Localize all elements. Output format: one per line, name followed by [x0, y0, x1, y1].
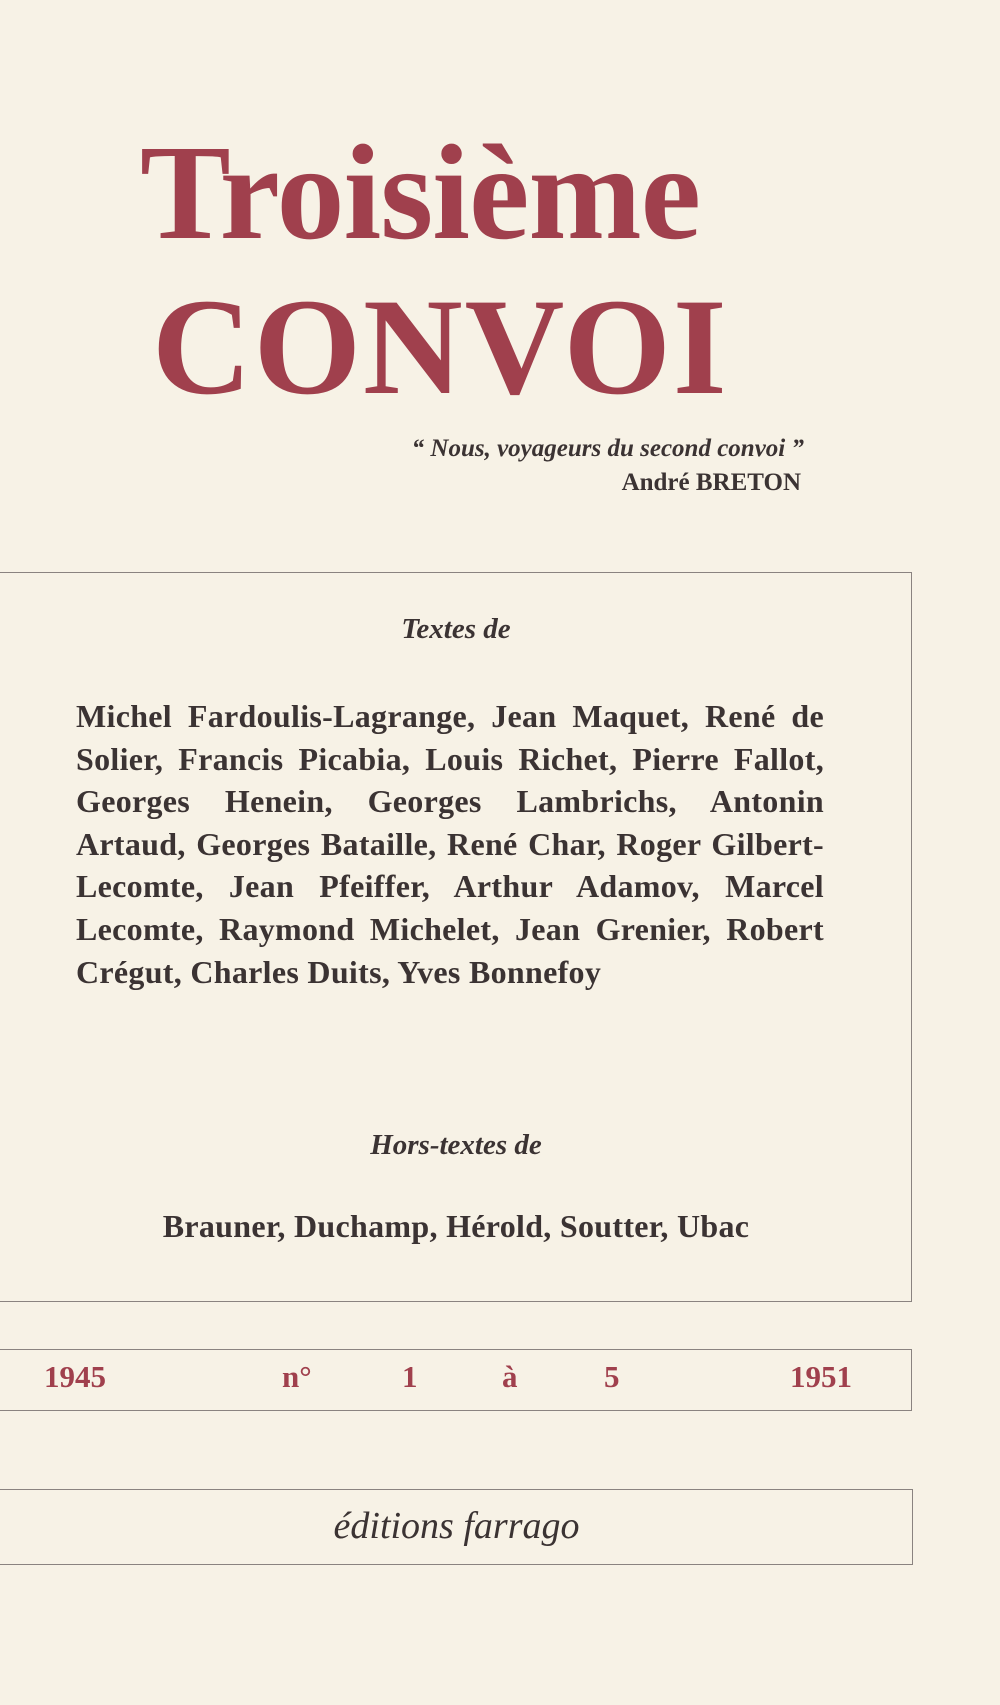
hors-textes-heading: Hors-textes de	[370, 1129, 542, 1161]
contents-frame	[0, 572, 912, 1302]
publisher-name: éditions farrago	[333, 1505, 580, 1547]
publisher-frame	[0, 1489, 913, 1565]
artists-list: Brauner, Duchamp, Hérold, Soutter, Ubac	[162, 1208, 750, 1244]
texts-heading: Textes de	[401, 613, 511, 645]
first-issue: 1	[402, 1359, 418, 1394]
authors-list: Michel Fardoulis-Lagrange, Jean Maquet, René de Solier, Francis Picabia, Louis Richet, Pierre Fallot, Georges Henein, Georges Lambrichs, Antonin Artaud, Georges Bataille, René Char, Roger Gilbert-Lecomte, Jean Pfeiffer, Arthur Adamov, Marcel Lecomte, Raymond Michelet, Jean Grenier, Robert Crégut, Charles Duits, Yves Bonnefoy	[76, 698, 824, 990]
title-line-convoi: CONVOI	[152, 270, 729, 423]
epigraph-author: André BRETON	[621, 469, 801, 496]
epigraph-quote: “ Nous, voyageurs du second convoi ”	[411, 435, 804, 462]
end-year: 1951	[790, 1359, 852, 1394]
number-prefix: n°	[282, 1359, 312, 1394]
issue-range-frame	[0, 1349, 912, 1411]
epigraph	[412, 432, 804, 500]
last-issue: 5	[604, 1359, 620, 1394]
start-year: 1945	[44, 1359, 106, 1394]
title-line-troisieme: Troisième	[140, 118, 701, 268]
issue-range-to: à	[502, 1359, 518, 1394]
